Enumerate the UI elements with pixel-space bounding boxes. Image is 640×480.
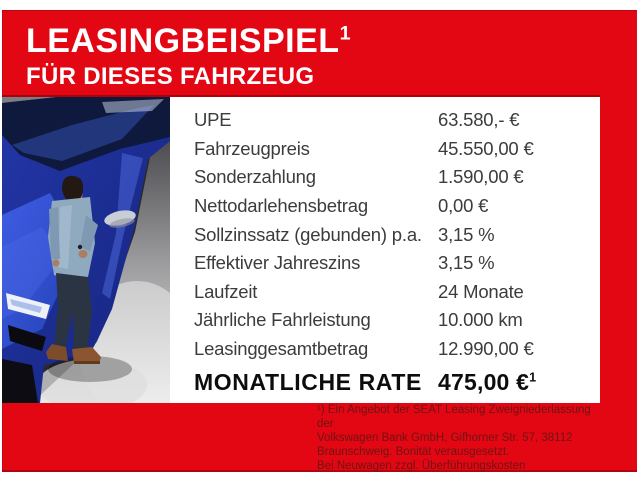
offer-row [194, 220, 600, 249]
legal-line: ¹) Ein Angebot der SEAT Leasing Zweigniederlassung der [317, 404, 591, 430]
person-right-hand [79, 250, 88, 258]
headline-superscript: 1 [339, 22, 352, 45]
subheadline: FÜR DIESES FAHRZEUG [26, 63, 315, 91]
monthly-rate-label: MONATLICHE RATE [194, 368, 422, 395]
offer-row-value: 0,00 € [438, 195, 489, 217]
offer-row [194, 335, 600, 364]
headline [26, 23, 351, 60]
legal-note [317, 403, 607, 473]
offer-row [194, 163, 600, 192]
offer-panel [170, 97, 600, 403]
legal-line: Volkswagen Bank GmbH, Gifhorner Str. 57, 38112 [317, 432, 573, 444]
ad-header [26, 23, 351, 91]
offer-row-label: Effektiver Jahreszins [194, 252, 361, 274]
offer-row [194, 135, 600, 164]
offer-row-value: 12.990,00 € [438, 338, 534, 360]
offer-row [194, 306, 600, 335]
ad-background [2, 10, 637, 472]
monthly-rate-superscript: 1 [529, 370, 537, 385]
offer-row-label: Laufzeit [194, 280, 258, 302]
monthly-rate-amount: 475,00 € [438, 368, 530, 395]
offer-row-label: UPE [194, 109, 232, 131]
monthly-rate-row [194, 365, 600, 399]
legal-line: Braunschweig. Bonität verausgesetzt. [317, 446, 510, 458]
monthly-rate-value [438, 369, 536, 396]
offer-row-value: 63.580,- € [438, 109, 520, 131]
offer-row [194, 249, 600, 278]
offer-row [194, 192, 600, 221]
offer-row-label: Sollzinssatz (gebunden) p.a. [194, 223, 422, 245]
vehicle-photo-illustration [2, 97, 170, 403]
boot-sole [74, 361, 100, 364]
vehicle-photo [2, 97, 170, 403]
offer-row-label: Sonderzahlung [194, 166, 316, 188]
offer-row-value: 3,15 % [438, 223, 495, 245]
person-left-hand [53, 260, 60, 267]
headline-text: LEASINGBEISPIEL [26, 22, 340, 60]
offer-row [194, 278, 600, 307]
offer-row-label: Jährliche Fahrleistung [194, 309, 371, 331]
offer-row-value: 1.590,00 € [438, 166, 524, 188]
offer-row-value: 24 Monate [438, 280, 524, 302]
offer-row-value: 3,15 % [438, 252, 495, 274]
offer-row-value: 45.550,00 € [438, 137, 534, 159]
offer-row-label: Leasinggesamtbetrag [194, 338, 369, 360]
offer-row [194, 106, 600, 135]
offer-row-value: 10.000 km [438, 309, 523, 331]
wristwatch [78, 245, 82, 249]
legal-line: Bei Neuwagen zzgl. Überführungskosten [317, 460, 526, 472]
offer-row-label: Fahrzeugpreis [194, 137, 310, 159]
offer-row-label: Nettodarlehensbetrag [194, 195, 368, 217]
